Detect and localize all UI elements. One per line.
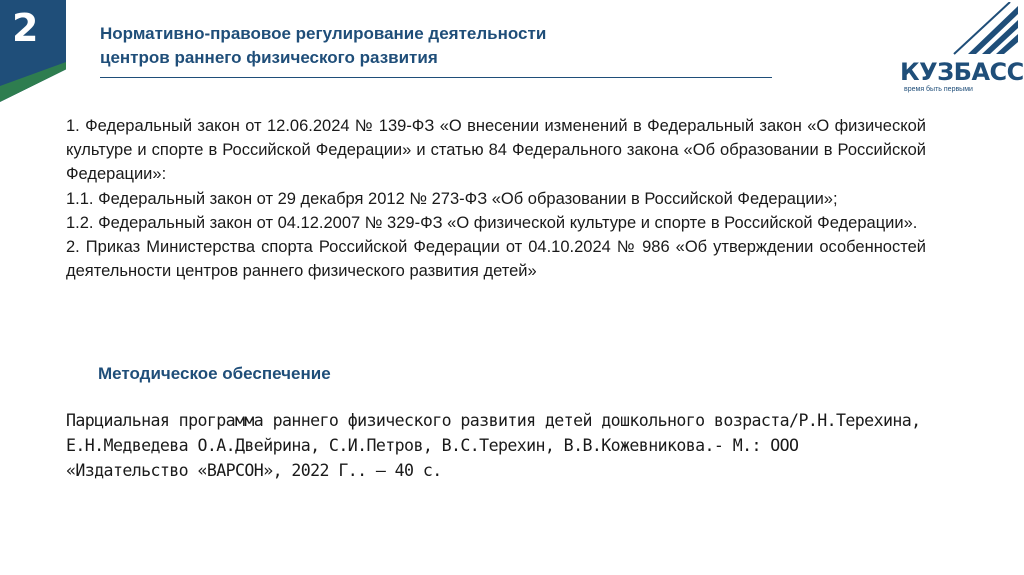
list-item: 1.2. Федеральный закон от 04.12.2007 № 329-ФЗ «О физической культуре и спорте в Российской Федерации». (66, 213, 918, 232)
page-title-line-1: Нормативно-правовое регулирование деятельности (100, 24, 547, 43)
logo-wordmark: КУЗБАСС (900, 58, 1024, 86)
logo-slogan: время быть первыми (904, 86, 973, 93)
methodical-reference: Парциальная программа раннего физического развития детей дошкольного возраста/Р.Н.Терехина, Е.Н.Медведева О.А.Двейрина, С.И.Петров, В.С.Терехин, В.В.Кожевникова.- М.: ООО «Издательство «ВАРСОН», 2022 Г.. – 40 с. (66, 411, 921, 480)
list-item: 1.1. Федеральный закон от 29 декабря 2012 № 273-ФЗ «Об образовании в Российской Федерации»; (66, 189, 838, 208)
slide-number: 2 (12, 6, 39, 50)
list-item: 2. Приказ Министерства спорта Российской Федерации от 04.10.2024 № 986 «Об утверждении особенностей деятельности центров раннего физического развития детей» (66, 238, 926, 281)
page-title-line-2: центров раннего физического развития (100, 48, 438, 67)
title-underline (100, 77, 772, 78)
page-title (100, 22, 700, 70)
legal-acts-list (66, 114, 926, 283)
section-heading-methodical: Методическое обеспечение (98, 364, 331, 383)
list-item: 1. Федеральный закон от 12.06.2024 № 139-ФЗ «О внесении изменений в Федеральный закон «О физической культуре и спорте в Российской Федерации» и статью 84 Федерального закона «Об образовании в Российской Федерации»: (66, 117, 926, 184)
